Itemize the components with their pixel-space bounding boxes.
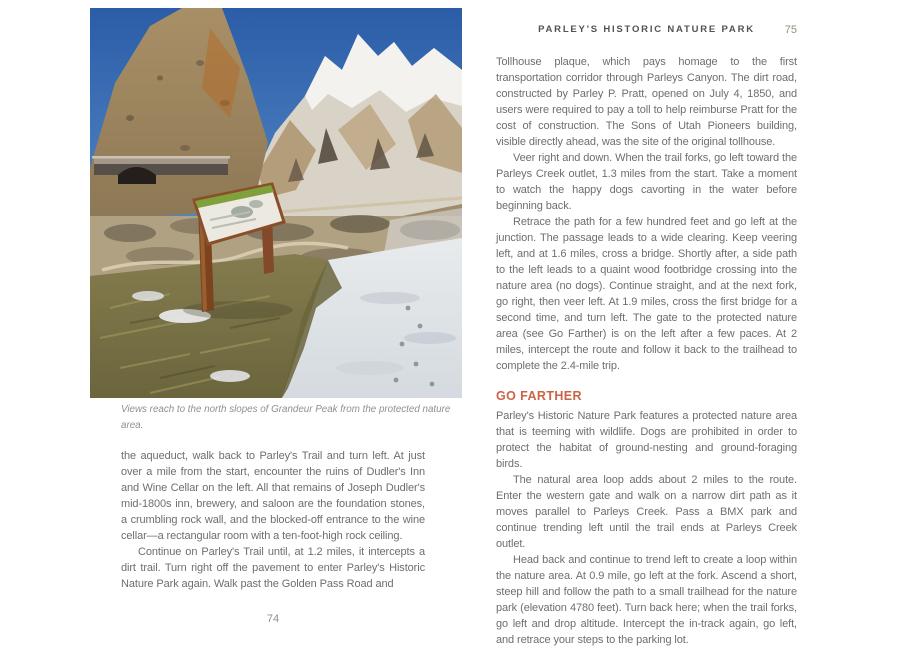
photo-caption: Views reach to the north slopes of Grandeur Peak from the protected nature area. — [121, 404, 451, 431]
paragraph: Retrace the path for a few hundred feet and go left at the junction. The passage leads to a wide clearing. Keep veering left, and at 1.6 miles, cross a bridge. Shortly after, a side path to the left leads to a quaint wood footbridge crossing into the nature area (no dogs). Continue straight, and at the next fork, go right, then veer left. At 1.9 miles, cross the first bridge for a second time, and turn left. The gate to the protected nature area (see Go Farther) is on the left after a few paces. At 2 miles, intercept the route and follow it back to the trailhead to complete the 2.4-mile trip. — [496, 216, 797, 372]
go-farther-heading: GO FARTHER — [496, 389, 582, 403]
trail-photo-illustration — [90, 8, 462, 398]
paragraph: Continue on Parley's Trail until, at 1.2 miles, it intercepts a dirt trail. Turn right off the pavement to enter Parley's Historic Nature Park again. Walk past the Golden Pass Road and — [121, 546, 425, 590]
page-right — [496, 24, 797, 648]
paragraph: Veer right and down. When the trail forks, go left toward the Parleys Creek outlet, 1.3 miles from the start. Take a moment to watch the happy dogs cavorting in the water before beginning back. — [496, 152, 797, 212]
paragraph: The natural area loop adds about 2 miles to the route. Enter the western gate and walk on a narrow dirt path as it moves parallel to Parleys Creek. Pass a BMX park and continue trending left until the trail ends at Parleys Creek outlet. — [496, 474, 797, 550]
left-body-text — [121, 448, 425, 592]
paragraph: Head back and continue to trend left to create a loop within the nature area. At 0.9 mile, go left at the fork. Ascend a short, steep hill and follow the path to a small trailhead for the nature park (elevation 4780 feet). Turn back here; when the trail forks, go left and drop altitude. Intercept the in-track again, go left, and retrace your steps to the parking lot. — [496, 554, 797, 646]
paragraph: Tollhouse plaque, which pays homage to the first transportation corridor through Parleys Canyon. The dirt road, constructed by Parley P. Pratt, opened on July 4, 1850, and users were required to pay a toll to help reimburse Pratt for the cost of construction. The Sons of Utah Pioneers building, visible directly ahead, was the site of the original tollhouse. — [496, 56, 797, 148]
paragraph: Parley's Historic Nature Park features a protected nature area that is teeming with wildlife. Dogs are prohibited in order to protect the habitat of ground-nesting and ground-foraging birds. — [496, 410, 797, 470]
running-header-row — [496, 24, 797, 38]
right-page-number: 75 — [784, 24, 797, 36]
trail-photo — [90, 8, 462, 398]
running-header: PARLEY'S HISTORIC NATURE PARK — [538, 24, 755, 35]
left-page-number: 74 — [266, 613, 280, 625]
paragraph: the aqueduct, walk back to Parley's Trail and turn left. At just over a mile from the start, encounter the ruins of Dudler's Inn and Wine Cellar on the left. All that remains of Joseph Dudler's mid-1800s inn, brewery, and saloon are the foundation stones, a crumbling rock wall, and the blocked-off entrance to the wine cellar—a rectangular room with a ten-foot-high rock ceiling. — [121, 450, 425, 542]
right-body-text — [496, 54, 797, 648]
